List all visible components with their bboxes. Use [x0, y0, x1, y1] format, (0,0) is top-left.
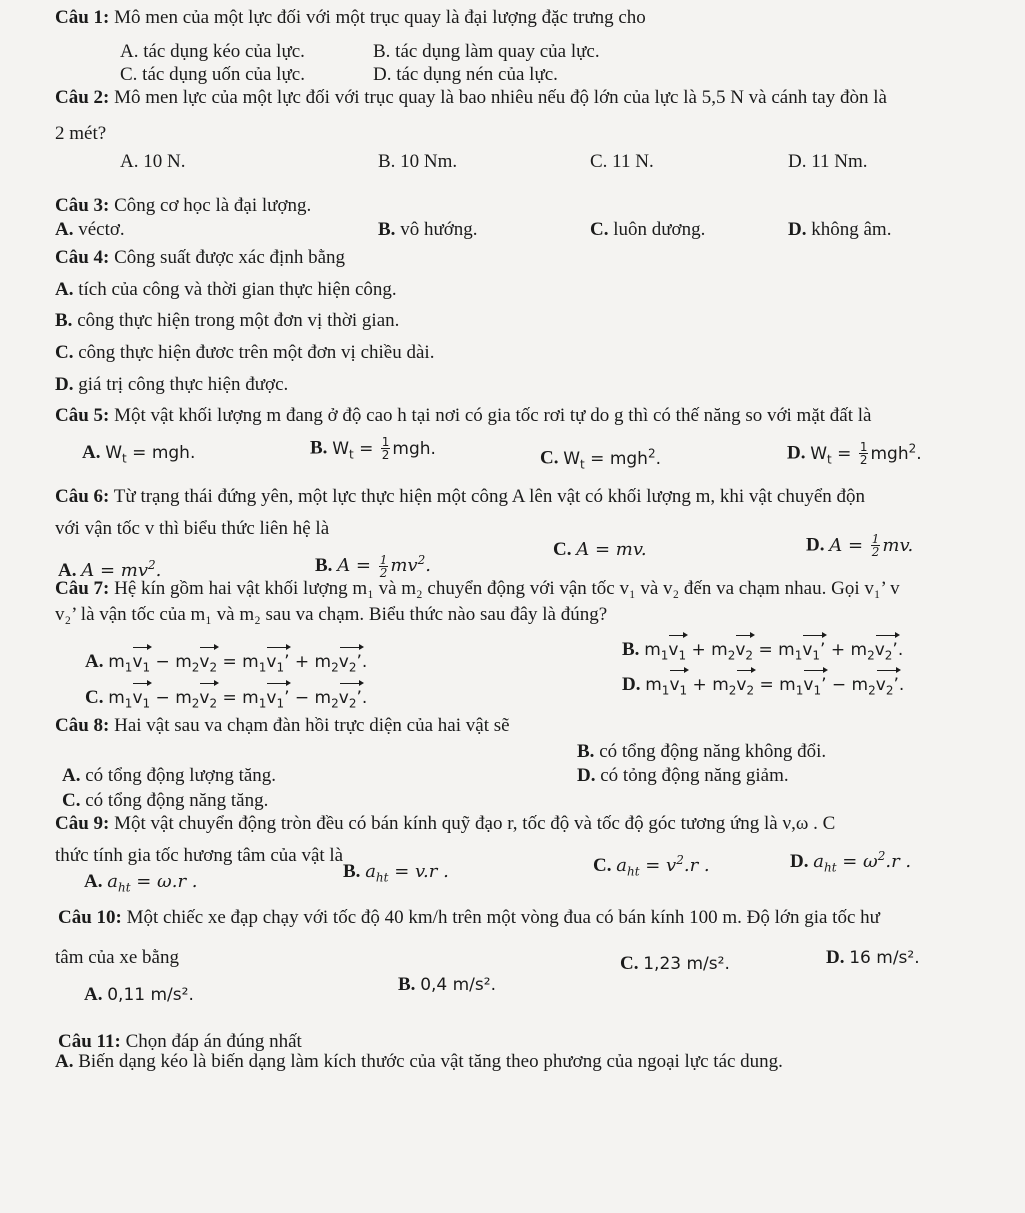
q1-option-d: D. tác dụng nén của lực. [373, 64, 558, 85]
q5-option-c: C. $W_t = mgh^2$. [540, 446, 661, 472]
q3-option-d: D. không âm. [788, 219, 892, 240]
q9-option-d: D. $a_{ht} = \omega^2.r$ . [790, 849, 912, 875]
q8-option-b: B. có tổng động năng không đổi. [577, 741, 827, 762]
q6-option-a: A. $A = mv^2$. [58, 558, 162, 581]
q5-option-a: A. $W_t$ = mgh. [82, 442, 196, 466]
q5-option-d: D. $W_t$ = $\frac{1}{2}$ mgh$^2$. [787, 440, 922, 468]
q9-option-c: C. $a_{ht} = v^2.r$ . [593, 853, 710, 879]
question-3: Câu 3: Công cơ học là đại lượng. [55, 195, 312, 216]
question-7-cont: v₂’ là vận tốc của m₁ và m₂ sau va chạm. Biểu thức nào sau đây là đúng? [55, 604, 608, 625]
question-9: Câu 9: Một vật chuyển động tròn đều có bán kính quỹ đạo r, tốc độ và tốc độ góc tương ứng là ν,ω . C [55, 813, 836, 834]
q6-option-c: C. A = mv. [553, 539, 647, 560]
q8-option-d: D. có tỏng động năng giảm. [577, 765, 789, 786]
q10-option-c: C. 1,23 m/s². [620, 953, 730, 974]
q7-option-d: D. $m_1v_1 + m_2v_2 = m_1v_1$’ − $m_2v_2$’. [622, 673, 904, 702]
question-7: Câu 7: Hệ kín gồm hai vật khối lượng m₁ và m₂ chuyển động với vận tốc v₁ và v₂ đến va chạm nhau. Gọi v₁’ v [55, 578, 900, 599]
q10-option-a: A. 0,11 m/s². [84, 984, 194, 1005]
q2-option-d: D. 11 Nm. [788, 151, 868, 172]
q5-option-b: B. $W_t$ = $\frac{1}{2}$ mgh. [310, 435, 436, 462]
question-8: Câu 8: Hai vật sau va chạm đàn hồi trực diện của hai vật sẽ [55, 715, 510, 736]
q1-option-b: B. tác dụng làm quay của lực. [373, 41, 600, 62]
question-9-cont: thức tính gia tốc hương tâm của vật là [55, 845, 344, 866]
q4-option-a: A. tích của công và thời gian thực hiện công. [55, 279, 397, 300]
question-10-cont: tâm của xe bằng [55, 947, 179, 968]
q2-option-a: A. 10 N. [120, 151, 186, 172]
question-6-cont: với vận tốc v thì biểu thức liên hệ là [55, 518, 330, 539]
q1-option-a: A. tác dụng kéo của lực. [120, 41, 305, 62]
q2-option-b: B. 10 Nm. [378, 151, 458, 172]
q9-option-a: A. $a_{ht} = \omega.r$ . [84, 871, 198, 895]
q4-option-d: D. giá trị công thực hiện được. [55, 374, 289, 395]
q10-option-d: D. 16 m/s². [826, 947, 920, 968]
q3-option-b: B. vô hướng. [378, 219, 478, 240]
q7-option-c: C. $m_1v_1 - m_2v_2 = m_1v_1$’ − $m_2v_2$’. [85, 686, 367, 715]
question-11: Câu 11: Chọn đáp án đúng nhất [58, 1031, 302, 1052]
q1-option-c: C. tác dụng uốn của lực. [120, 64, 305, 85]
q9-option-b: B. $a_{ht} = v.r$ . [343, 861, 449, 885]
q7-option-a: A. $m_1v_1 - m_2v_2 = m_1v_1$’ + $m_2v_2$’. [85, 650, 367, 679]
q2-option-c: C. 11 N. [590, 151, 654, 172]
question-5: Câu 5: Một vật khối lượng m đang ở độ cao h tại nơi có gia tốc rơi tự do g thì có thế năng so với mặt đất là [55, 405, 872, 426]
q11-option-a: A. Biến dạng kéo là biến dạng làm kích thước của vật tăng theo phương của ngoại lực tác dung. [55, 1051, 783, 1072]
q6-option-d: D. A = $\frac{1}{2}$ mv. [806, 532, 914, 559]
q8-option-c: C. có tổng động năng tăng. [62, 790, 269, 811]
question-4: Câu 4: Công suất được xác định bằng [55, 247, 346, 268]
question-10: Câu 10: Một chiếc xe đạp chạy với tốc độ 40 km/h trên một vòng đua có bán kính 100 m. Độ lớn gia tốc hư [58, 907, 880, 928]
q6-option-b: B. A = $\frac{1}{2}$ $mv^2$. [315, 552, 431, 580]
question-1: Câu 1: Mô men của một lực đối với một trục quay là đại lượng đặc trưng cho [55, 7, 646, 28]
q7-option-b: B. $m_1v_1 + m_2v_2 = m_1v_1$’ + $m_2v_2$’. [622, 638, 903, 667]
q10-option-b: B. 0,4 m/s². [398, 974, 496, 995]
q4-option-c: C. công thực hiện đươc trên một đơn vị chiều dài. [55, 342, 435, 363]
q8-option-a: A. có tổng động lượng tăng. [62, 765, 277, 786]
question-2: Câu 2: Mô men lực của một lực đối với trục quay là bao nhiêu nếu độ lớn của lực là 5,5 N và cánh tay đòn là [55, 87, 887, 108]
q4-option-b: B. công thực hiện trong một đơn vị thời gian. [55, 310, 400, 331]
q3-option-a: A. véctơ. [55, 219, 125, 240]
q3-option-c: C. luôn dương. [590, 219, 706, 240]
question-6: Câu 6: Từ trạng thái đứng yên, một lực thực hiện một công A lên vật có khối lượng m, khi vật chuyển độn [55, 486, 866, 507]
question-2-cont: 2 mét? [55, 123, 107, 144]
